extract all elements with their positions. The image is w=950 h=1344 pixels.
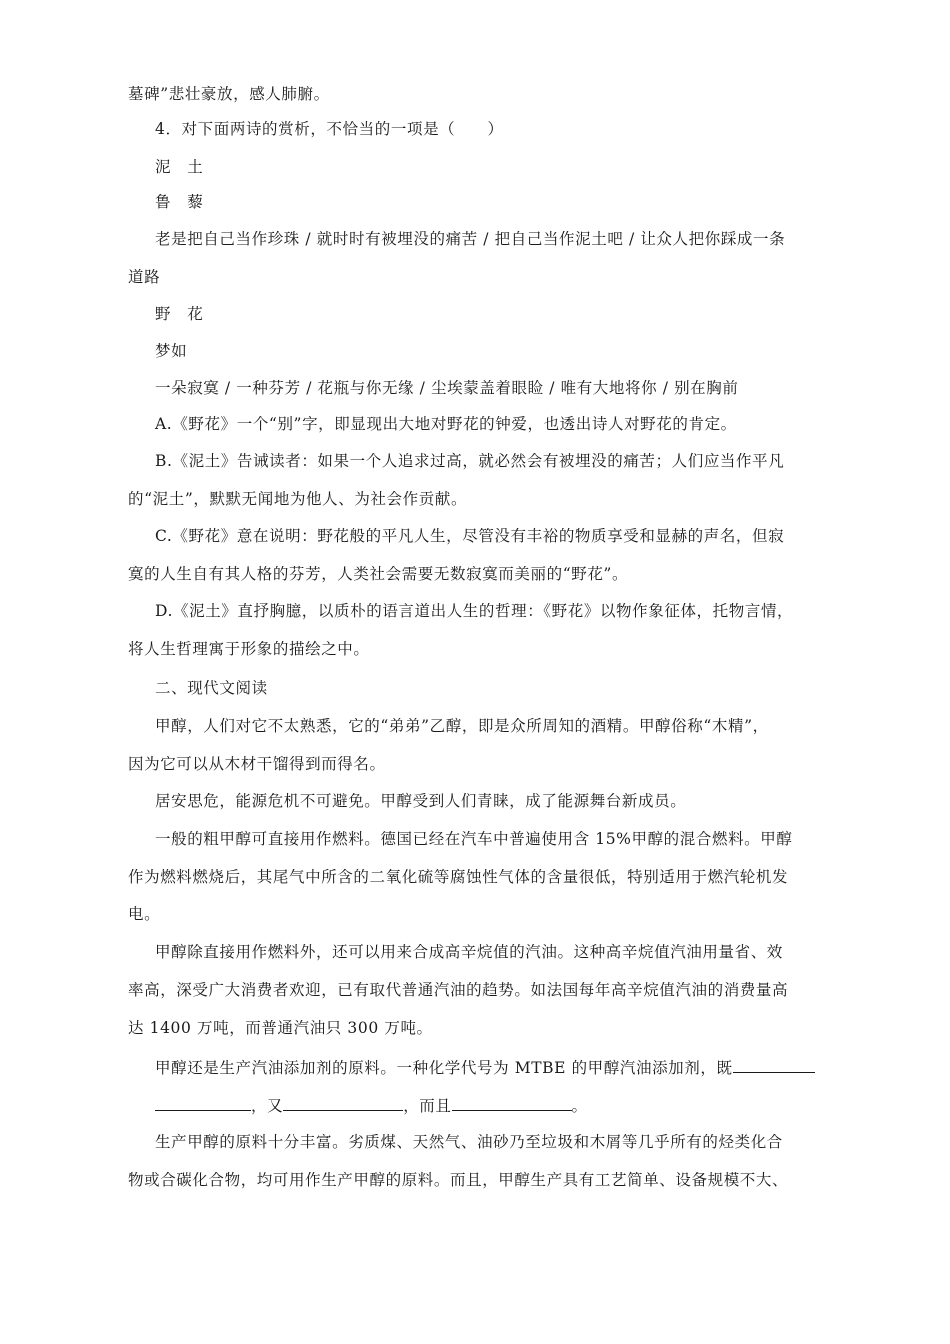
section-heading: 二、现代文阅读 bbox=[155, 679, 268, 697]
fill-blank-1[interactable] bbox=[733, 1056, 815, 1073]
poem-1-text: 老是把自己当作珍珠 / 就时时有被埋没的痛苦 / 把自己当作泥土吧 / 让众人把你踩成一条 bbox=[155, 230, 786, 248]
fill-blank-3[interactable] bbox=[452, 1094, 572, 1111]
poem-1-author: 鲁 藜 bbox=[155, 193, 204, 211]
poem-2-text: 一朵寂寞 / 一种芬芳 / 花瓶与你无缘 / 尘埃蒙盖着眼睑 / 唯有大地将你 / 别在胸前 bbox=[155, 379, 739, 397]
paragraph-1-cont: 因为它可以从木材干馏得到而得名。 bbox=[128, 755, 386, 773]
paragraph-5-text: 甲醇还是生产汽油添加剂的原料。一种化学代号为 MTBE 的甲醇汽油添加剂，既 bbox=[155, 1059, 733, 1077]
paragraph-4-cont: 率高，深受广大消费者欢迎，已有取代普通汽油的趋势。如法国每年高辛烷值汽油的消费量高 bbox=[128, 981, 789, 999]
text-line: 墓碑”悲壮豪放，感人肺腑。 bbox=[128, 85, 330, 103]
blank-separator-2: ，而且 bbox=[403, 1097, 452, 1115]
paragraph-6-cont: 物或合碳化合物，均可用作生产甲醇的原料。而且，甲醇生产具有工艺简单、设备规模不大、 bbox=[128, 1171, 789, 1189]
paragraph-2: 居安思危，能源危机不可避免。甲醇受到人们青睐，成了能源舞台新成员。 bbox=[155, 792, 687, 810]
blank-end: 。 bbox=[571, 1097, 588, 1115]
paragraph-6: 生产甲醇的原料十分丰富。劣质煤、天然气、油砂乃至垃圾和木屑等几乎所有的烃类化合 bbox=[155, 1133, 783, 1151]
paragraph-3-end: 电。 bbox=[128, 905, 161, 923]
paragraph-5-blanks bbox=[155, 1094, 588, 1116]
fill-blank-1-cont[interactable] bbox=[155, 1094, 251, 1111]
paragraph-4: 甲醇除直接用作燃料外，还可以用来合成高辛烷值的汽油。这种高辛烷值汽油用量省、效 bbox=[155, 943, 783, 961]
paragraph-1: 甲醇，人们对它不太熟悉，它的“弟弟”乙醇，即是众所周知的酒精。甲醇俗称“木精”， bbox=[155, 717, 769, 735]
question-4: 4．对下面两诗的赏析，不恰当的一项是（ ） bbox=[155, 120, 504, 138]
option-c-cont: 寞的人生自有其人格的芬芳，人类社会需要无数寂寞而美丽的“野花”。 bbox=[128, 565, 629, 583]
option-b-cont: 的“泥土”，默默无闻地为他人、为社会作贡献。 bbox=[128, 490, 468, 508]
option-b: B.《泥土》告诫读者：如果一个人追求过高，就必然会有被埋没的痛苦；人们应当作平凡 bbox=[155, 452, 785, 470]
poem-2-author: 梦如 bbox=[155, 342, 188, 360]
option-a: A.《野花》一个“别”字，即显现出大地对野花的钟爱，也透出诗人对野花的肯定。 bbox=[155, 415, 737, 433]
poem-1-text-cont: 道路 bbox=[128, 268, 161, 286]
option-d: D.《泥土》直抒胸臆，以质朴的语言道出人生的哲理：《野花》以物作象征体，托物言情， bbox=[155, 602, 794, 620]
paragraph-4-end: 达 1400 万吨，而普通汽油只 300 万吨。 bbox=[128, 1019, 433, 1037]
paragraph-3-cont: 作为燃料燃烧后，其尾气中所含的二氧化硫等腐蚀性气体的含量很低，特别适用于燃汽轮机发 bbox=[128, 868, 789, 886]
fill-blank-2[interactable] bbox=[283, 1094, 403, 1111]
option-d-cont: 将人生哲理寓于形象的描绘之中。 bbox=[128, 640, 370, 658]
paragraph-5 bbox=[155, 1056, 815, 1078]
blank-separator-1: ，又 bbox=[251, 1097, 284, 1115]
poem-2-title: 野 花 bbox=[155, 305, 204, 323]
poem-1-title: 泥 土 bbox=[155, 158, 204, 176]
option-c: C.《野花》意在说明：野花般的平凡人生，尽管没有丰裕的物质享受和显赫的声名，但寂 bbox=[155, 527, 785, 545]
paragraph-3: 一般的粗甲醇可直接用作燃料。德国已经在汽车中普遍使用含 15%甲醇的混合燃料。甲醇 bbox=[155, 830, 793, 848]
